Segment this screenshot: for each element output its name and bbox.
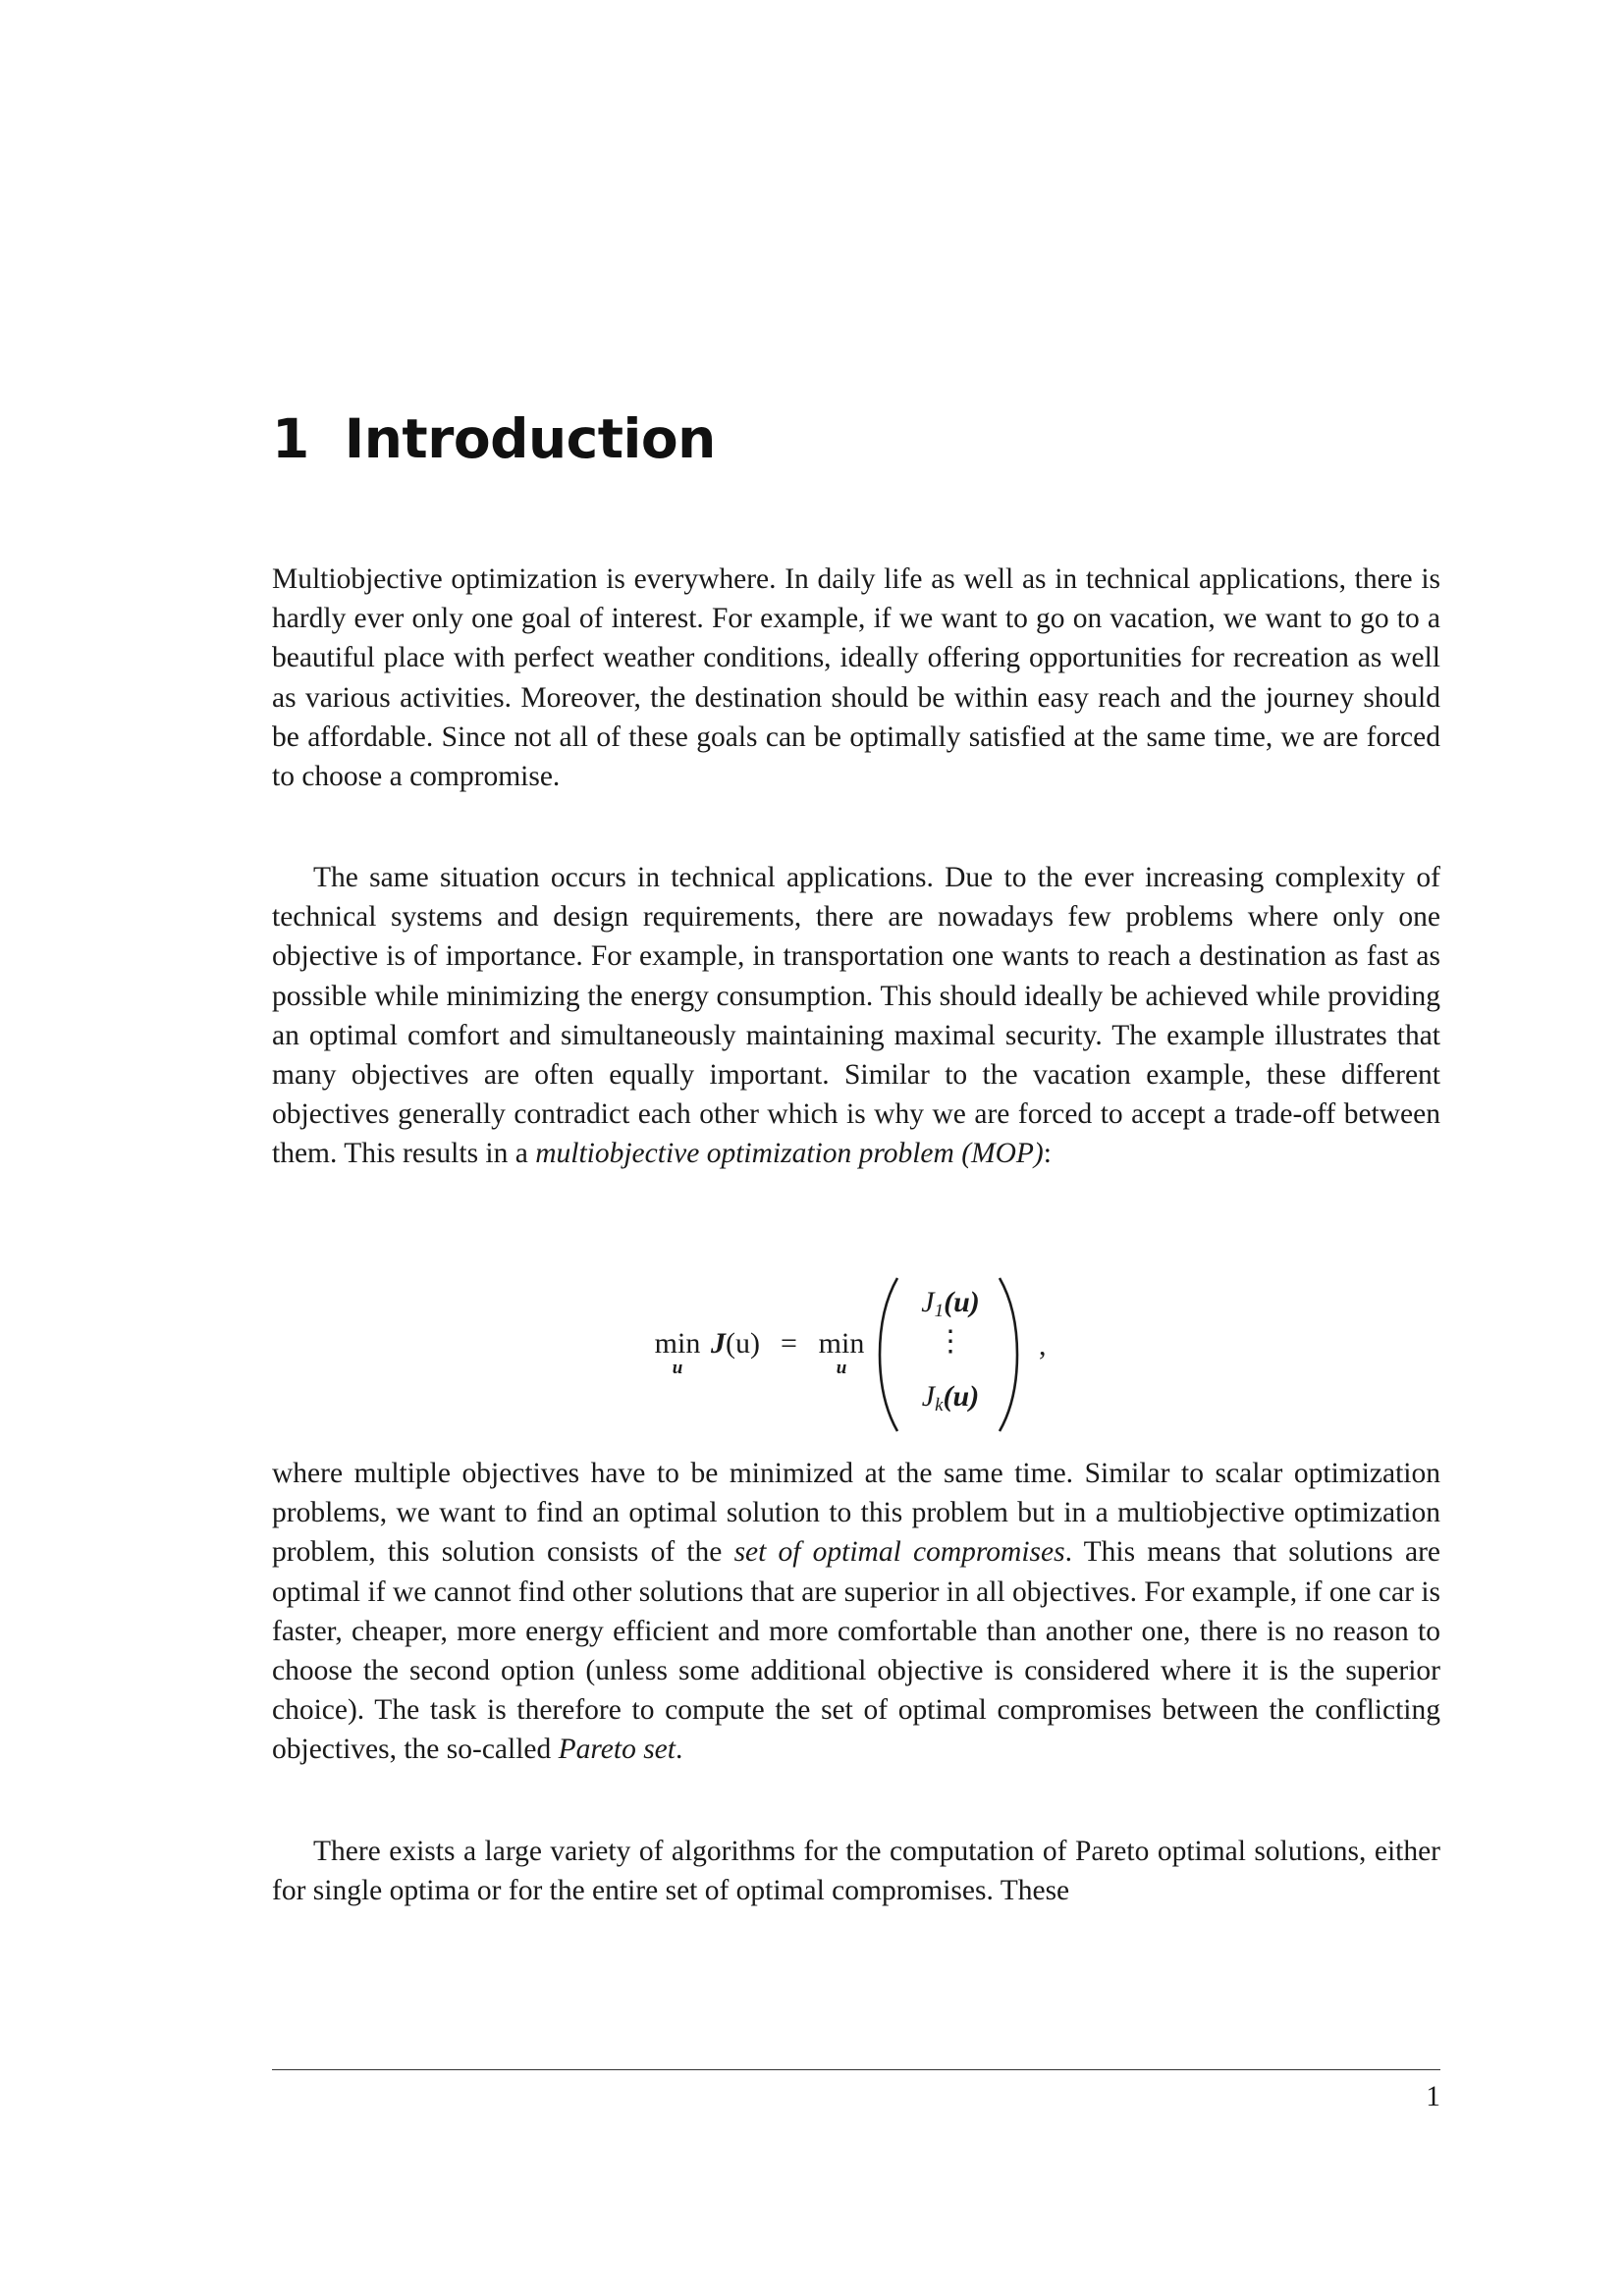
chapter-title: Introduction (344, 407, 716, 470)
paragraph-algorithms: There exists a large variety of algorithms for the computation of Pareto optimal solutions, either for single optima or for the entire set of optimal compromises. These (272, 1836, 1440, 1907)
mop-equation (648, 1276, 1080, 1433)
equals-sign: = (781, 1327, 797, 1360)
page-number: 1 (1426, 2081, 1440, 2112)
term-mop: multiobjective optimization problem (MOP) (535, 1138, 1044, 1170)
min-operator: min u (818, 1327, 865, 1378)
paragraph-pareto-set: where multiple objectives have to be minimized at the same time. Similar to scalar optimization problems, we want to find an optimal solution to this problem but in a multiobjective optimization problem, this solution consists of the set of optimal compromises. This means that solutions are optimal if we cannot find other solutions that are superior in all objectives. For example, if one car is faster, cheaper, more energy efficient and more comfortable than another one, there is no reason to choose the second option (unless some additional objective is considered where it is the superior choice). The task is therefore to compute the set of optimal compromises between the conflicting objectives, the so-called Pareto set. (272, 1458, 1440, 1766)
objective-vector-function: J(u) (711, 1327, 760, 1360)
chapter-heading (272, 407, 716, 470)
left-parenthesis (876, 1276, 899, 1433)
paragraph-intro: Multiobjective optimization is everywhere. In daily life as well as in technical applications, there is hardly ever only one goal of interest. For example, if we want to go on vacation, we want to go to a beautiful place with perfect weather conditions, ideally offering opportunities for recreation as well as various activities. Moreover, the destination should be within easy reach and the journey should be affordable. Since not all of these goals can be optimally satisfied at the same time, we are forced to choose a compromise. (272, 563, 1440, 793)
vertical-ellipsis: ⋮ (936, 1325, 965, 1358)
right-parenthesis (998, 1276, 1021, 1433)
term-pareto-set: Pareto set (558, 1734, 676, 1766)
term-set-of-optimal-compromises: set of optimal compromises (733, 1536, 1065, 1569)
min-operator: min u (654, 1327, 701, 1378)
chapter-number: 1 (272, 407, 309, 470)
equation-comma: , (1039, 1329, 1047, 1362)
paragraph-text: : (1043, 1138, 1052, 1170)
paragraph-technical-applications (272, 858, 1440, 1174)
objective-entry-last: $J_k(u)$ (921, 1380, 980, 1415)
objective-entry-first: $J_1(u)$ (921, 1286, 980, 1321)
paragraph-text: The same situation occurs in technical applications. Due to the ever increasing complexity of technical systems and design requirements, there are nowadays few problems where only one objective is of importance. For example, in transportation one wants to reach a destination as fast as possible while minimizing the energy consumption. This should ideally be achieved while providing an optimal comfort and simultaneously maintaining maximal security. The example illustrates that many objectives are often equally important. Similar to the vacation example, these different objectives generally contradict each other which is why we are forced to accept a trade-off between them. This results in a (272, 862, 1440, 1170)
footer-rule (272, 2069, 1440, 2070)
